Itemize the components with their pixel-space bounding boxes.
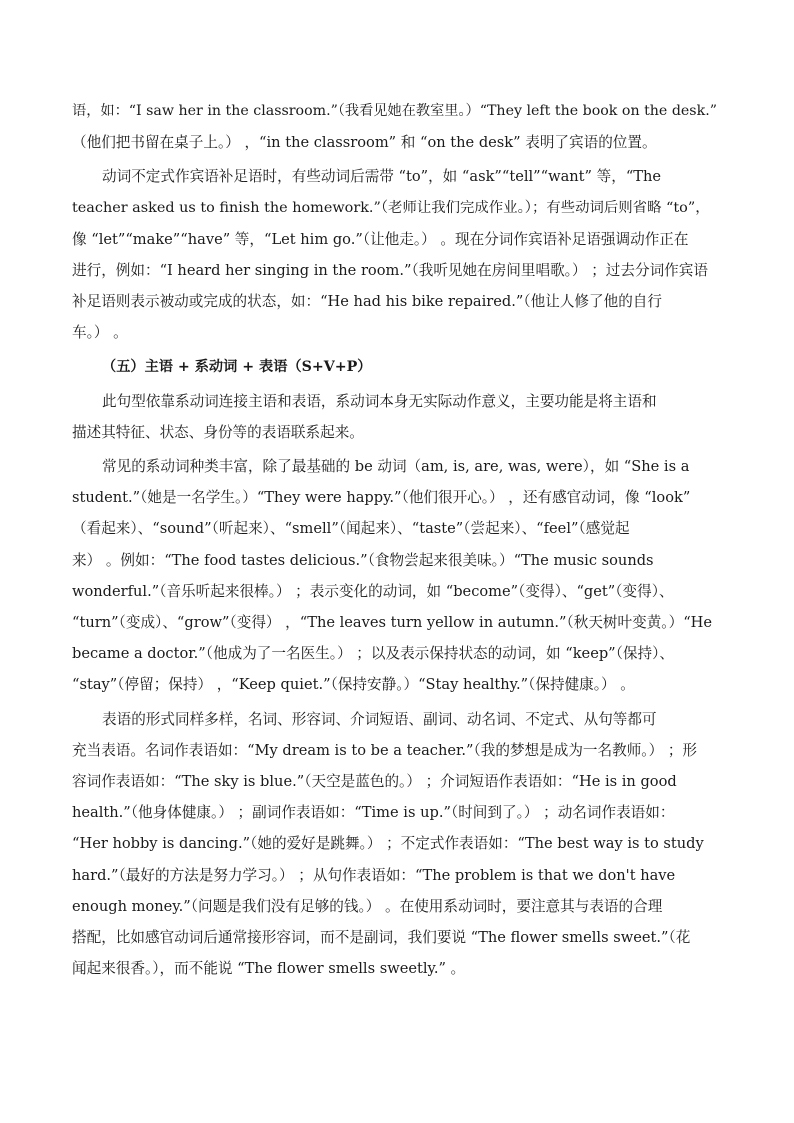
text-line: wonderful.”（音乐听起来很棒。） ；表示变化的动词，如 “become”（变得）、“get”（变得）、: [72, 582, 674, 600]
paragraph-linking-verb-types: [72, 451, 718, 701]
text-line: 来） 。例如：“The food tastes delicious.”（食物尝起来很美味。）“The music sounds: [72, 551, 654, 569]
text-line: became a doctor.”（他成为了一名医生。） ；以及表示保持状态的动词，如 “keep”（保持）、: [72, 645, 675, 663]
text-line: 此句型依靠系动词连接主语和表语，系动词本身无实际动作意义，主要功能是将主语和: [102, 392, 657, 410]
text-line: 搭配，比如感官动词后通常接形容词，而不是副词，我们要说 “The flower smells sweet.”（花: [72, 928, 691, 946]
text-line: 像 “let”“make”“have” 等，“Let him go.”（让他走。） 。现在分词作宾语补足语强调动作正在: [72, 230, 689, 248]
text-line: 语，如：“I saw her in the classroom.”（我看见她在教室里。）“They left the book on the desk.”: [72, 103, 717, 119]
paragraph-predicative-forms: [72, 704, 718, 985]
text-line: 动词不定式作宾语补足语时，有些动词后需带 “to”，如 “ask”“tell”“want” 等，“The: [102, 168, 662, 186]
text-line: 车。） 。: [72, 324, 128, 342]
text-line: health.”（他身体健康。） ；副词作表语如：“Time is up.”（时间到了。） ；动名词作表语如：: [72, 804, 675, 822]
section-heading: [72, 352, 718, 383]
text-line: 常见的系动词种类丰富，除了最基础的 be 动词（am, is, are, was, were），如 “She is a: [102, 458, 690, 476]
text-line: enough money.”（问题是我们没有足够的钱。） 。在使用系动词时，要注意其与表语的合理: [72, 897, 663, 915]
text-line: 闻起来很香。），而不能说 “The flower smells sweetly.” 。: [72, 960, 466, 978]
paragraph-linking-verb-intro: [72, 386, 718, 448]
text-line: hard.”（最好的方法是努力学习。） ；从句作表语如：“The problem is that we don't have: [72, 866, 676, 884]
paragraph-infinitive-complement: [72, 161, 718, 348]
text-line: “turn”（变成）、“grow”（变得） ，“The leaves turn yellow in autumn.”（秋天树叶变黄。）“He: [72, 614, 713, 631]
text-line: 描述其特征、状态、身份等的表语联系起来。: [72, 423, 364, 441]
text-line: 充当表语。名词作表语如：“My dream is to be a teacher.”（我的梦想是成为一名教师。） ；形: [72, 741, 698, 759]
text-line: （他们把书留在桌子上。） ，“in the classroom” 和 “on the desk” 表明了宾语的位置。: [72, 134, 657, 152]
text-line: 补足语则表示被动或完成的状态，如：“He had his bike repaired.”（他让人修了他的自行: [72, 293, 662, 311]
text-line: “stay”（停留；保持） ，“Keep quiet.”（保持安静。）“Stay healthy.”（保持健康。） 。: [72, 676, 635, 694]
text-line: 进行，例如：“I heard her singing in the room.”（我听见她在房间里唱歌。） ；过去分词作宾语: [72, 261, 708, 279]
section-title: （五）主语 + 系动词 + 表语（S+V+P）: [102, 358, 372, 375]
text-line: student.”（她是一名学生。）“They were happy.”（他们很开心。） ，还有感官动词，像 “look”: [72, 489, 691, 507]
text-line: 容词作表语如：“The sky is blue.”（天空是蓝色的。） ；介词短语作表语如：“He is in good: [72, 772, 677, 790]
text-line: “Her hobby is dancing.”（她的爱好是跳舞。） ；不定式作表语如：“The best way is to study: [72, 835, 704, 853]
text-line: teacher asked us to finish the homework.”（老师让我们完成作业。）；有些动词后则省略 “to”，: [72, 199, 710, 216]
paragraph-object-position: [72, 96, 718, 158]
document-page: [72, 96, 718, 984]
text-line: 表语的形式同样多样，名词、形容词、介词短语、副词、动名词、不定式、从句等都可: [102, 710, 657, 728]
text-line: （看起来）、“sound”（听起来）、“smell”（闻起来）、“taste”（尝起来）、“feel”（感觉起: [72, 520, 630, 538]
